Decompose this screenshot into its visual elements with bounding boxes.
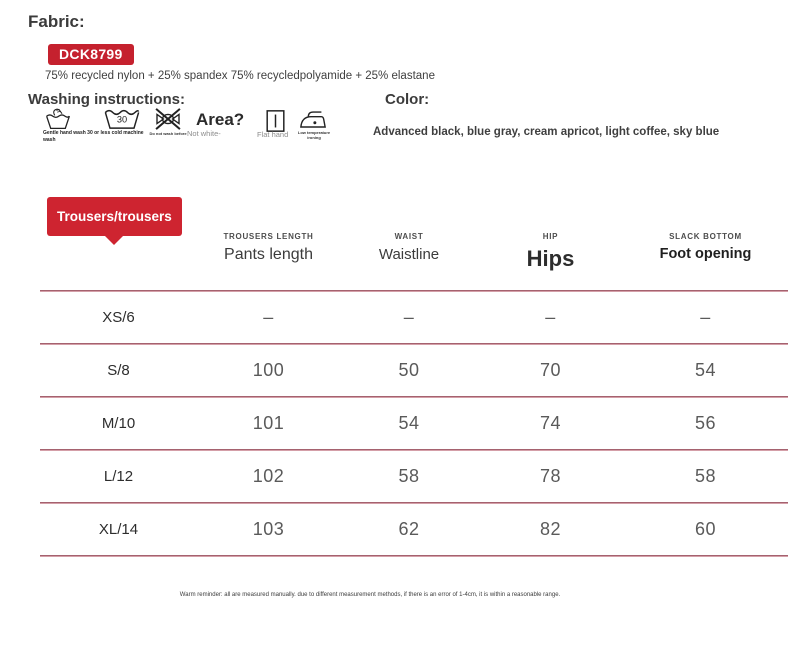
table-row (40, 345, 788, 396)
size-cell: M/10 (101, 415, 136, 432)
column-header-waistline (340, 232, 478, 272)
do-not-wring-icon (155, 108, 181, 130)
column-title: Pants length (224, 246, 313, 263)
table-header (40, 232, 788, 272)
column-subheader: WAIST (394, 232, 424, 241)
value-cell: 54 (694, 360, 717, 380)
row-divider (40, 555, 788, 557)
value-cell: 100 (252, 360, 285, 380)
column-title: Waistline (378, 246, 440, 263)
size-cell: S/8 (107, 362, 130, 379)
column-header-pants-length (197, 232, 340, 272)
fabric-composition: 75% recycled nylon + 25% spandex 75% recycledpolyamide + 25% elastane (45, 70, 435, 82)
value-cell: 58 (694, 466, 717, 486)
svg-text:30: 30 (116, 114, 128, 125)
column-subheader: HIP (542, 232, 559, 241)
value-cell: 58 (398, 466, 420, 486)
machine-wash-30-icon (103, 106, 141, 130)
value-cell: 82 (539, 519, 562, 539)
column-subheader: SLACK BOTTOM (669, 232, 742, 241)
table-row (40, 398, 788, 449)
value-cell: – (263, 307, 274, 327)
iron-caption: Low temperature ironing (297, 130, 331, 141)
washing-instructions-heading: Washing instructions: (28, 91, 185, 108)
value-cell: – (700, 307, 711, 327)
not-white-caption: Not white- (187, 129, 221, 138)
value-cell: 78 (539, 466, 562, 486)
hand-wash-icon (45, 108, 71, 130)
hand-wash-caption: Gentle hand wash 30 or less cold machine wash (43, 130, 144, 143)
value-cell: – (545, 307, 556, 327)
area-label: Area? (196, 110, 245, 129)
column-header-size (40, 232, 197, 272)
value-cell: 62 (398, 519, 420, 539)
value-cell: 70 (539, 360, 562, 380)
value-cell: 103 (252, 519, 285, 539)
value-cell: 102 (252, 466, 285, 486)
column-header-foot-opening (623, 232, 788, 272)
category-tag-label: Trousers/trousers (57, 209, 172, 224)
table-row (40, 292, 788, 343)
table-row (40, 504, 788, 555)
category-tag (47, 197, 182, 236)
do-not-wring-caption: Do not wash before (149, 131, 187, 136)
fabric-heading: Fabric: (28, 12, 85, 31)
color-heading: Color: (385, 91, 430, 108)
column-title: Foot opening (659, 246, 752, 262)
flat-dry-caption: Flat hand (257, 130, 289, 139)
color-values: Advanced black, blue gray, cream apricot, light coffee, sky blue (373, 126, 720, 138)
value-cell: 54 (398, 413, 420, 433)
column-title: Hips (526, 246, 575, 271)
value-cell: – (403, 307, 415, 327)
iron-icon (299, 110, 327, 130)
measurement-disclaimer: Warm reminder: all are measured manually. due to different measurement methods, if there is an error of 1-4cm, it is within a reasonable range. (179, 592, 561, 598)
column-header-hips (478, 232, 623, 272)
value-cell: 101 (252, 413, 285, 433)
value-cell: 60 (694, 519, 717, 539)
value-cell: 56 (694, 413, 717, 433)
size-cell: L/12 (103, 468, 134, 485)
size-table (40, 290, 788, 557)
size-cell: XS/6 (102, 309, 135, 326)
value-cell: 50 (398, 360, 420, 380)
size-cell: XL/14 (98, 521, 139, 538)
value-cell: 74 (539, 413, 562, 433)
table-row (40, 451, 788, 502)
column-subheader: TROUSERS LENGTH (223, 232, 314, 241)
fabric-code-badge: DCK8799 (48, 44, 134, 65)
